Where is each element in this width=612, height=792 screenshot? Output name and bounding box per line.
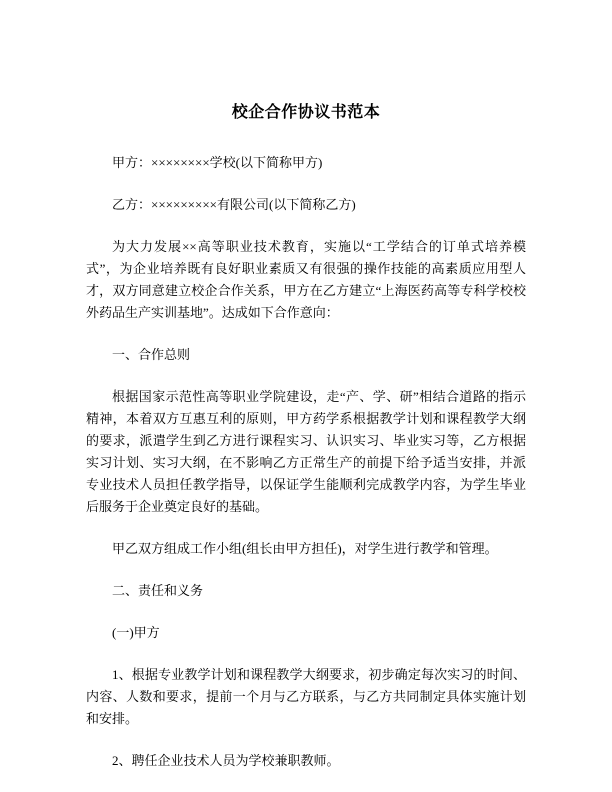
document-title: 校企合作协议书范本 — [231, 104, 381, 121]
paragraph-duty-1: 1、根据专业教学计划和课程教学大纲要求，初步确定每次实习的时间、内容、人数和要求，提前一个月与乙方联系，与乙方共同制定具体实施计划和安排。 — [86, 667, 526, 726]
heading-party-a-duties: (一)甲方 — [112, 625, 160, 640]
heading-section-1: 一、合作总则 — [112, 347, 191, 362]
paragraph-party-a: 甲方：××××××××学校(以下简称甲方) — [112, 155, 323, 170]
heading-section-2: 二、责任和义务 — [112, 583, 204, 598]
paragraph-workgroup: 甲乙双方组成工作小组(组长由甲方担任)，对学生进行教学和管理。 — [112, 541, 498, 556]
paragraph-section-1-body: 根据国家示范性高等职业学院建设，走“产、学、研”相结合道路的指示精神，本着双方互惠互利的原则，甲方药学系根据教学计划和课程教学大纲的要求，派遣学生到乙方进行课程实习、认识实习、毕业实习等，乙方根据实习计划、实习大纲，在不影响乙方正常生产的前提下给予适当安排，并派专业技术人员担任教学指导，以保证学生能顺利完成教学内容，为学生毕业后服务于企业奠定良好的基础。 — [86, 389, 526, 514]
paragraph-intro: 为大力发展××高等职业技术教育，实施以“工学结合的订单式培养模式”，为企业培养既有良好职业素质又有很强的操作技能的高素质应用型人才，双方同意建立校企合作关系，甲方在乙方建立“上海医药高等专科学校校外药品生产实训基地”。达成如下合作意向： — [86, 239, 526, 320]
paragraph-party-b: 乙方：×××××××××有限公司(以下简称乙方) — [112, 197, 356, 212]
paragraph-duty-2: 2、聘任企业技术人员为学校兼职教师。 — [112, 753, 340, 768]
